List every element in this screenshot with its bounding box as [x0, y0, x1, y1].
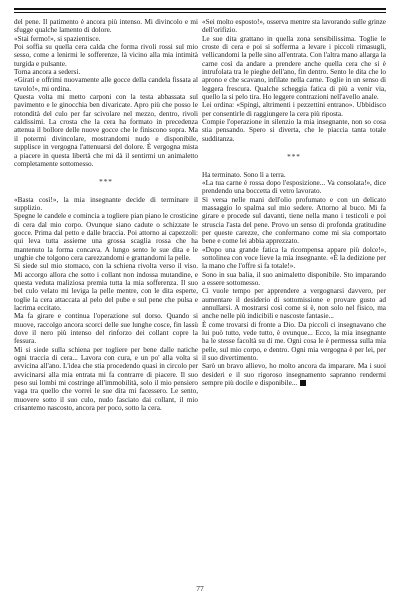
- paragraph: Lei ordina: «Spingi, altrimenti i pezzettini entrano». Ubbidisco per consentirle di raggiungere la cera più riposta.: [202, 101, 386, 118]
- paragraph: «Girati e offrimi nuovamente alle gocce della candela fissata al tavolo!», mi ordina.: [14, 76, 198, 93]
- header-rule-thick: [14, 8, 386, 10]
- paragraph: Compie l'operazione in silenzio la mia insegnante, non so cosa stia pensando. Spero si diverta, che le piaccia tanta totale sudditanza.: [202, 118, 386, 143]
- paragraph: Le sue dita grattano in quella zona sensibilissima. Toglie le croste di cera e poi si sofferma a levare i piccoli rimasugli, vellicandomi la pelle sino all'entrata. Con l'altra mano allarga la carne così da andare a prendere anche quella cera che si è intrufolata tra le pieghe dell'ano, fin dentro. Sento le dita che lo aprono e che scavano, infilate nella carne. Toglie in un senso di leggera frescura. Qualche scheggia fatica di più a venir via, quello la si pelo tira. Ho leggere contrazioni nell'avello anale.: [202, 34, 386, 102]
- paragraph: «Dopo una grande fatica la ricompensa appare più dolce!», sottolinea con voce lieve la mia insegnante. «È la dedizione per la mano che l'offre si fa totale!».: [202, 245, 386, 271]
- paragraph: «Sei molto esposto!», osserva mentre sta lavorando sulle grinze dell'orifizio.: [202, 18, 386, 35]
- final-paragraph: [202, 362, 386, 387]
- left-column: [14, 18, 198, 580]
- paragraph: Ha terminato. Sono lì a terra.: [202, 170, 286, 179]
- paragraph: Spegne le candele e comincia a togliere pian piano le crosticine di cera dal mio corpo. Ovunque siano cadute o schizzate le gocce. Prima dal petto e dalle braccia. Poi attorno ai capezzoli: qui leva tutta assieme una grossa scaglia rossa che ha mantenuto la forma concava. A lungo sento le sue dita e le unghie che tolgono cera carezzandomi e grattandomi la pelle.: [14, 212, 198, 262]
- paragraph: del pene. Il patimento è ancora più intenso. Mi divincolo e mi sfugge qualche lamento di dolore.: [14, 18, 198, 35]
- paragraph: Torna ancora a sedersi.: [14, 68, 81, 77]
- section-separator: ***: [99, 178, 113, 187]
- section-separator: ***: [287, 153, 301, 162]
- paragraph: Si siede sul mio stomaco, con la schiena rivolta verso il viso. Mi accorgo allora che sotto i collant non indossa mutandine, e questa veduta maliziosa premia tutta la mia sofferenza. Il suo bel culo velato mi leviga la pelle mentre, con le dita esperte, toglie la cera attaccata al pelo del pube e sul pene che pulsa e lacrima eccitato.: [14, 262, 198, 312]
- paragraph: «Basta così!», la mia insegnante decide di terminare il supplizio.: [14, 195, 198, 212]
- paragraph: Poi soffia su quella cera calda che forma rivoli rossi sul mio sesso, come a lenirmi le sofferenze, là vicino alla mia intimità turgida e pulsante.: [14, 43, 198, 68]
- end-of-chapter-square-icon: [300, 380, 306, 386]
- page-number: 77: [196, 584, 204, 593]
- paragraph: «Stai fermo!», si spazientisce.: [14, 34, 101, 43]
- paragraph: È come trovarsi di fronte a Dio. Da piccoli ci insegnavano che lui può tutto, vede tutto, è ovunque... Ecco, la mia insegnante ha le stesse facoltà su di me. Ogni cosa le è permessa sulla mia pelle, sul mio corpo, e dentro. Ogni mia vergogna è per lei, per il suo divertimento.: [202, 320, 386, 363]
- paragraph: Ma fa girare e continua l'operazione sul dorso. Quando si muove, raccolgo ancora scorci delle sue lunghe cosce, fin lassù dove il nero più intenso del rinforzo dei collant copre la fessura.: [14, 312, 198, 346]
- final-paragraph-text: Sarò un bravo allievo, ho molto ancora da imparare. Ma i suoi desideri e il suo rigoroso insegnamento sapranno rendermi sempre più docile e disponibile...: [202, 362, 386, 388]
- paragraph: «La tua carne è rossa dopo l'esposizione... Va consolata!», dice prendendo una boccetta di vetro lavorato.: [202, 178, 386, 196]
- paragraph: Sono in sua balia, il suo animaletto disponibile. Sto imparando a essere sottomesso.: [202, 270, 386, 287]
- paragraph: Questa volta mi metto carponi con la testa abbassata sul pavimento e le ginocchia ben divaricate. Apro più che posso le rotondità del culo per far scivolare nel mezzo, dentro, rivoli caldissimi. La crosta che la cera ha formato in precedenza attenua il bollore delle nuove gocce che le finiscono sopra. Ma il potermi divincolare, mostrandomi nudo e disponibile, supplisce in vergogna l'attenuarsi del dolore. È vergogna mista a piacere in questa libertà che mi dà il sentirmi un animaletto completamente sottomesso.: [14, 93, 198, 168]
- paragraph: Mi si siede sulla schiena per togliere per bene dalle natiche ogni traccia di cera... Lavora con cura, e un po' alla volta si avvicina all'ano. L'idea che stia procedendo quasi in circolo per avvicinarsi alla mia entrata mi fa contrarre di piacere. Il suo peso sui lombi mi costringe all'immobilità, solo il mio pensiero vaga tra quello che vorrei le sue dita mi facessero. Le sento, muovere sotto il suo culo, nudo fasciato dai collant, il mio crisantemo nascosto, ancora per poco, sotto la cera.: [14, 345, 198, 413]
- header-rule-thin: [14, 12, 386, 13]
- right-column: [202, 18, 386, 580]
- paragraph: Si versa nelle mani dell'olio profumato e con un delicato massaggio lo spalma sul mio sedere. Attorno al buco. Mi fa girare e procede sul davanti, tiene nella mano i testicoli e poi struscia l'asta del pene. Provo un senso di profonda gratitudine per queste carezze, che confermano come mi sia comportato bene e come lei abbia apprezzato.: [202, 195, 386, 246]
- paragraph: Ci vuole tempo per apprendere a vergognarsi davvero, per aumentare il desiderio di sottomissione e provare gusto ad annullarsi. A mostrarsi così come si è, non solo nel fisico, ma anche nelle più indicibili e nascoste fantasie...: [202, 287, 386, 321]
